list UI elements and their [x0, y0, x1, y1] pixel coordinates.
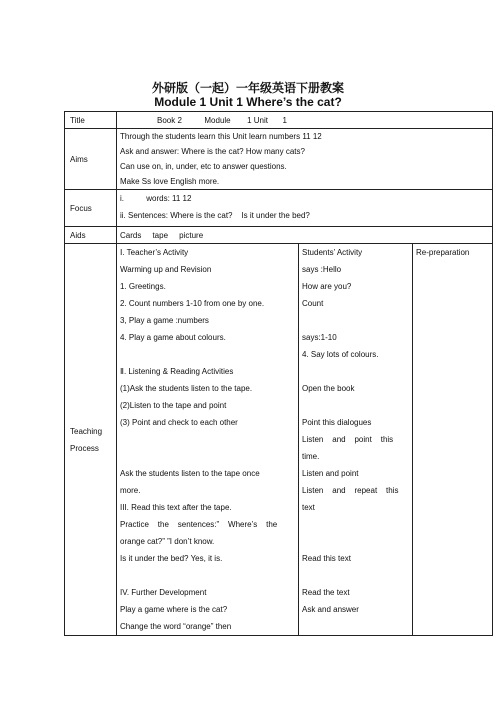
row-focus: [65, 190, 493, 227]
teacher-activity-column: [117, 244, 299, 636]
teacher-line: Ask the students listen to the tape once: [120, 469, 260, 478]
teacher-line: Practice the sentences:” Where’s the: [120, 520, 278, 529]
teacher-line: Play a game where is the cat?: [120, 605, 228, 614]
students-line: Listen and repeat this: [302, 486, 399, 495]
teacher-line: 1. Greetings.: [120, 282, 166, 291]
focus-value: [117, 190, 493, 227]
focus-line: ii. Sentences: Where is the cat? Is it under the bed?: [120, 211, 310, 220]
title-unit: 1 Unit: [247, 115, 268, 125]
teacher-line: Change the word “orange” then: [120, 622, 232, 631]
aids-value: Cards tape picture: [117, 227, 493, 244]
row-title: [65, 112, 493, 129]
title-unit-number: 1: [282, 115, 287, 125]
students-activity-column: [299, 244, 413, 636]
aims-line: Ask and answer: Where is the cat? How many cats?: [120, 147, 305, 156]
teacher-line: Warming up and Revision: [120, 265, 212, 274]
title-value: [117, 112, 493, 129]
students-line: Students’ Activity: [302, 248, 363, 257]
focus-line: i. words: 11 12: [120, 194, 192, 203]
students-line: says :Hello: [302, 265, 342, 274]
students-line: Point this dialogues: [302, 418, 372, 427]
label-focus: Focus: [65, 190, 117, 227]
label-title: Title: [65, 112, 117, 129]
aims-line: Can use on, in, under, etc to answer questions.: [120, 162, 287, 171]
row-aims: [65, 129, 493, 190]
students-line: Listen and point: [302, 469, 359, 478]
aims-value: [117, 129, 493, 190]
students-line: Ask and answer: [302, 605, 359, 614]
lesson-plan-table: [64, 111, 493, 636]
students-line: 4. Say lots of colours.: [302, 350, 379, 359]
re-preparation-column: [413, 244, 493, 636]
title-module: Module: [204, 115, 231, 125]
teacher-line: Is it under the bed? Yes, it is.: [120, 554, 223, 563]
title-book: Book 2: [157, 115, 182, 125]
students-line: Count: [302, 299, 324, 308]
document-title-chinese: 外研版（一起）一年级英语下册教案: [151, 81, 344, 95]
re-preparation-header: Re-preparation: [416, 248, 470, 257]
students-line: says:1-10: [302, 333, 337, 342]
students-line: text: [302, 503, 315, 512]
teacher-line: (1)Ask the students listen to the tape.: [120, 384, 253, 393]
teacher-line: III. Read this text after the tape.: [120, 503, 232, 512]
teacher-line: (2)Listen to the tape and point: [120, 401, 227, 410]
label-process: Process: [70, 443, 99, 453]
students-line: Read the text: [302, 588, 350, 597]
teacher-line: orange cat?” ”I don’t know.: [120, 537, 215, 546]
teacher-line: (3) Point and check to each other: [120, 418, 238, 427]
row-aids: [65, 227, 493, 244]
students-line: Read this text: [302, 554, 351, 563]
teacher-line: more.: [120, 486, 141, 495]
teacher-line: 2. Count numbers 1-10 from one by one.: [120, 299, 265, 308]
aims-line: Make Ss love English more.: [120, 177, 220, 186]
label-teaching: Teaching: [70, 426, 103, 436]
students-line: Open the book: [302, 384, 355, 393]
students-line: Listen and point this: [302, 435, 394, 444]
teacher-line: IV. Further Development: [120, 588, 207, 597]
label-aids: Aids: [65, 227, 117, 244]
students-line: How are you?: [302, 282, 352, 291]
teacher-line: 3, Play a game :numbers: [120, 316, 209, 325]
teacher-line: Ⅰ. Teacher’s Activity: [120, 248, 189, 257]
document-title-english: Module 1 Unit 1 Where’s the cat?: [154, 95, 342, 109]
label-teaching-process: [65, 244, 117, 636]
aims-line: Through the students learn this Unit learn numbers 11 12: [120, 132, 322, 141]
teacher-line: 4. Play a game about colours.: [120, 333, 226, 342]
row-teaching-process: [65, 244, 493, 636]
students-line: time.: [302, 452, 320, 461]
label-aims: Aims: [65, 129, 117, 190]
teacher-line: Ⅱ. Listening & Reading Activities: [120, 367, 234, 376]
